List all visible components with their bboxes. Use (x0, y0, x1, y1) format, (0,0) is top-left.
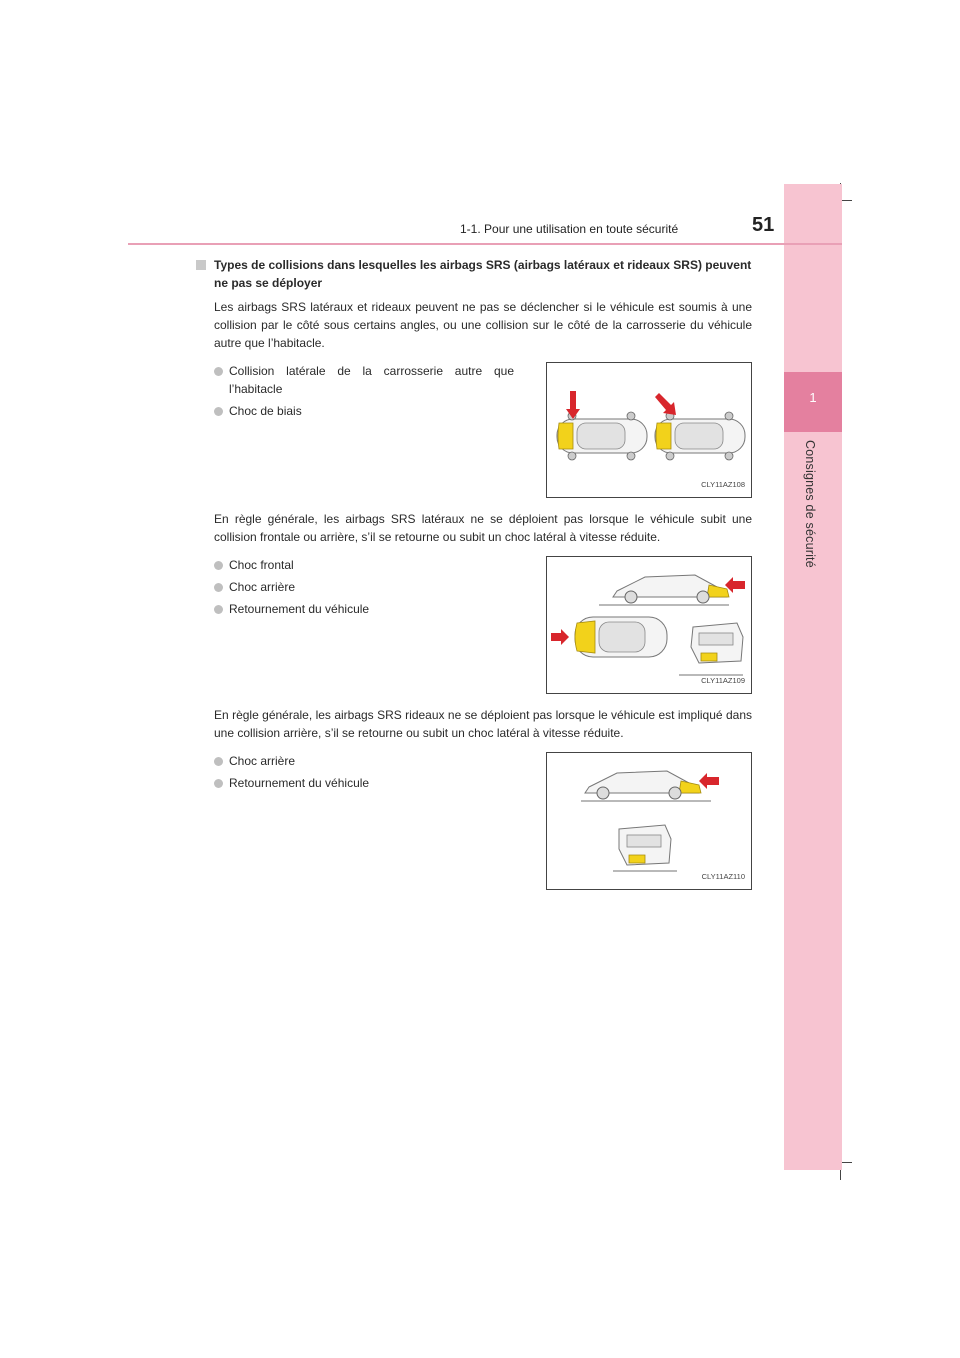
chapter-title: Consignes de sécurité (803, 440, 817, 568)
group-frontal-rear-rollover (196, 556, 752, 694)
bullet-item: Retournement du véhicule (214, 774, 514, 792)
bullet-item: Choc arrière (214, 578, 514, 596)
square-bullet-icon (196, 260, 206, 270)
circle-bullet-icon (214, 561, 223, 570)
header-section-title: 1-1. Pour une utilisation en toute sécurité (460, 222, 679, 236)
bullet-item: Retournement du véhicule (214, 600, 514, 618)
bullet-item: Choc arrière (214, 752, 514, 770)
circle-bullet-icon (214, 583, 223, 592)
impact-arrow-icon (655, 393, 676, 415)
page-content (196, 256, 752, 890)
car-side-view-icon (581, 771, 711, 801)
chapter-side-tab (784, 184, 842, 1170)
section-heading: Types de collisions dans lesquelles les airbags SRS (airbags latéraux et rideaux SRS) peuvent ne pas se déployer (196, 256, 752, 292)
bullet-item: Collision latérale de la carrosserie autre que l’habitacle (214, 362, 514, 398)
paragraph-curtain-airbags: En règle générale, les airbags SRS rideaux ne se déploient pas lorsque le véhicule est impliqué dans une collision arrière, s’il se retourne ou subit un choc latéral à vitesse réduite. (214, 708, 752, 740)
figure-rear-rollover (546, 752, 752, 890)
chapter-number: 1 (809, 390, 817, 405)
circle-bullet-icon (214, 407, 223, 416)
page-number: 51 (752, 214, 775, 236)
car-top-view-icon (655, 412, 745, 460)
circle-bullet-icon (214, 367, 223, 376)
figure-frontal-rear-rollover (546, 556, 752, 694)
circle-bullet-icon (214, 779, 223, 788)
figure-code: CLY11AZ110 (701, 872, 745, 881)
bullet-list (196, 752, 514, 890)
group-side-collision (196, 362, 752, 498)
bullet-list (196, 556, 514, 694)
car-overturned-icon (679, 623, 743, 675)
group-rear-rollover (196, 752, 752, 890)
figure-code: CLY11AZ108 (701, 480, 745, 489)
car-top-view-icon (575, 617, 667, 657)
bullet-item: Choc frontal (214, 556, 514, 574)
header-rule (128, 243, 842, 245)
impact-arrow-icon (725, 577, 745, 593)
circle-bullet-icon (214, 757, 223, 766)
bullet-item: Choc de biais (214, 402, 514, 420)
car-side-view-icon (599, 575, 729, 605)
bullet-list (196, 362, 514, 498)
figure-side-collision (546, 362, 752, 498)
impact-arrow-icon (551, 629, 569, 645)
figure-code: CLY11AZ109 (701, 676, 745, 685)
impact-arrow-icon (699, 773, 719, 789)
paragraph-side-airbags: En règle générale, les airbags SRS latéraux ne se déploient pas lorsque le véhicule subit une collision frontale ou arrière, s’il se retourne ou subit un choc latéral à vitesse réduite. (214, 512, 752, 544)
car-top-view-icon (557, 412, 647, 460)
car-overturned-icon (613, 825, 677, 871)
intro-paragraph: Les airbags SRS latéraux et rideaux peuvent ne pas se déclencher si le véhicule est soumis à une collision par le côté sous certains angles, ou une collision sur le côté de la carrosserie du véhicule autre que l’habitacle. (214, 300, 752, 350)
circle-bullet-icon (214, 605, 223, 614)
